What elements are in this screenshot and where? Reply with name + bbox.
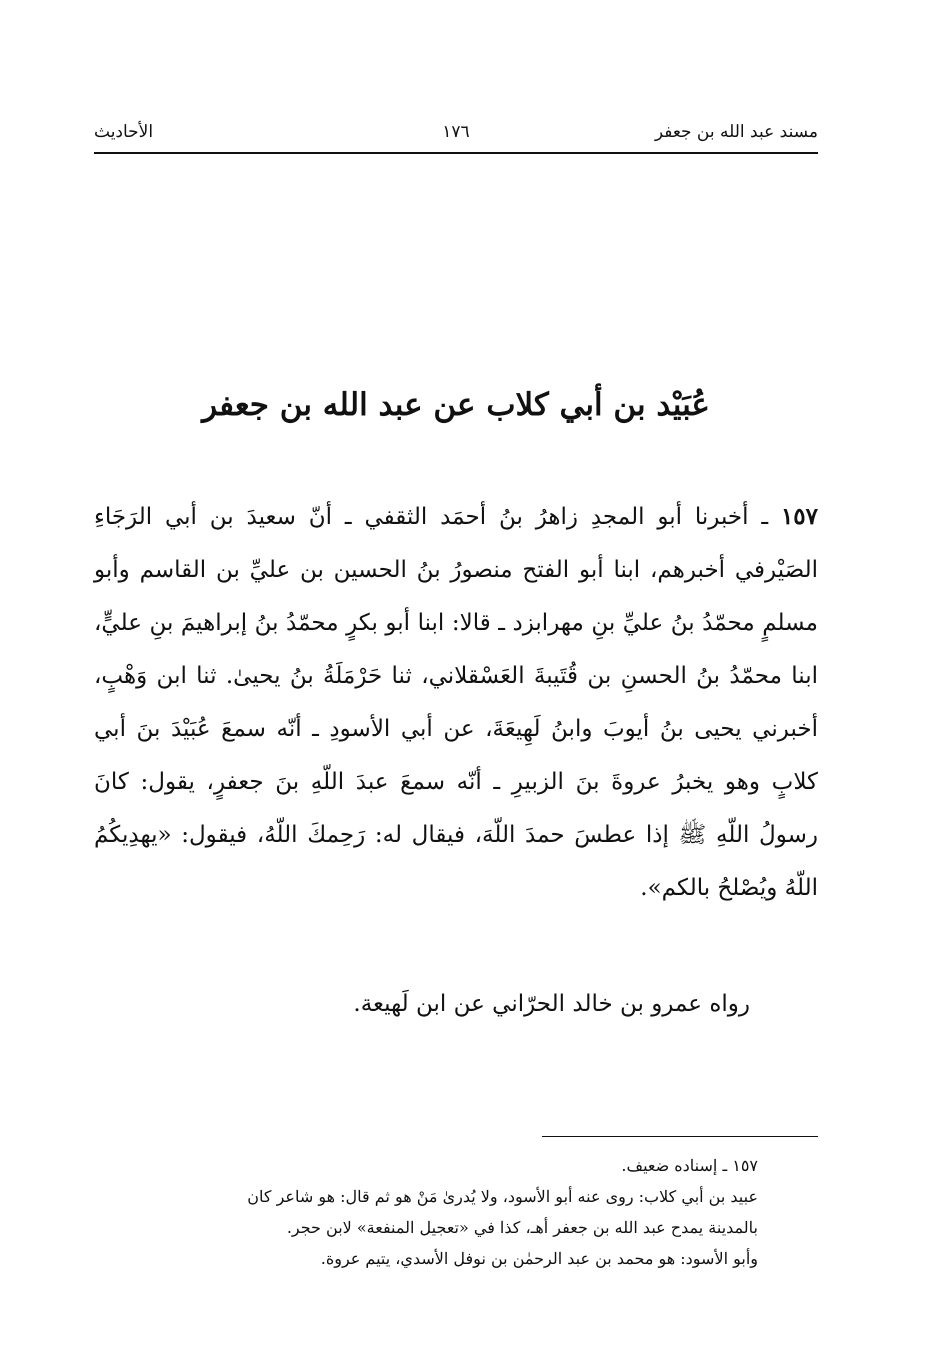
hadith-text: ـ أخبرنا أبو المجدِ زاهرُ بنُ أحمَد الثقفي ـ أنّ سعيدَ بن أبي الرَجَاءِ الصَيْرفي أخبرهم، ابنا أبو الفتح منصورُ بنُ الحسين بن عليِّ بن القاسم وأبو مسلمٍ محمّدُ بنُ عليِّ بنِ مهرابزد ـ قالا: ابنا أبو بكرٍ محمّدُ بنُ إبراهيمَ بنِ عليٍّ، ابنا محمّدُ بنُ الحسنِ بن قُتَيبةَ العَسْقلاني، ثنا حَرْمَلَةُ بنُ يحيىٰ. ثنا ابن وَهْبٍ، أخبرني يحيى بنُ أيوبَ وابنُ لَهِيعَةَ، عن أبي الأسودِ ـ أنّه سمعَ عُبَيْدَ بنَ أبي كلابٍ وهو يخبرُ عروةَ بنَ الزبيرِ ـ أنّه سمعَ عبدَ اللّهِ بنَ جعفرٍ، يقول: كانَ رسولُ اللّهِ ﷺ إذا عطسَ حمدَ اللّهَ، فيقال له: رَحِمكَ اللّهُ، فيقول: «يهدِيكُمُ اللّهُ ويُصْلحُ بالكم». (94, 504, 818, 901)
hadith-body (94, 490, 818, 915)
hadith-number: ١٥٧ (780, 503, 818, 530)
page-number: ١٧٦ (442, 122, 470, 142)
riwaya-note: رواه عمرو بن خالد الحرّاني عن ابن لَهيعة. (353, 991, 750, 1017)
section-title: الأحاديث (94, 122, 154, 142)
footnote-line: ١٥٧ ـ إسناده ضعيف. (621, 1156, 758, 1175)
book-title: مسند عبد الله بن جعفر (654, 122, 818, 142)
running-header (94, 118, 818, 152)
footnote-line: عبيد بن أبي كلاب: روى عنه أبو الأسود، ولا يُدرىٰ مَنْ هو ثم قال: هو شاعر كان (247, 1187, 758, 1206)
footnotes (94, 1150, 818, 1274)
footnote-rule (542, 1136, 818, 1137)
footnote-line: بالمدينة يمدح عبد الله بن جعفر أهـ، كذا في «تعجيل المنفعة» لابن حجر. (286, 1218, 758, 1237)
chapter-title: عُبَيْد بن أبي كلاب عن عبد الله بن جعفر (202, 387, 710, 423)
header-rule (94, 152, 818, 154)
footnote-line: وأبو الأسود: هو محمد بن عبد الرحمٰن بن نوفل الأسدي، يتيم عروة. (320, 1249, 758, 1268)
